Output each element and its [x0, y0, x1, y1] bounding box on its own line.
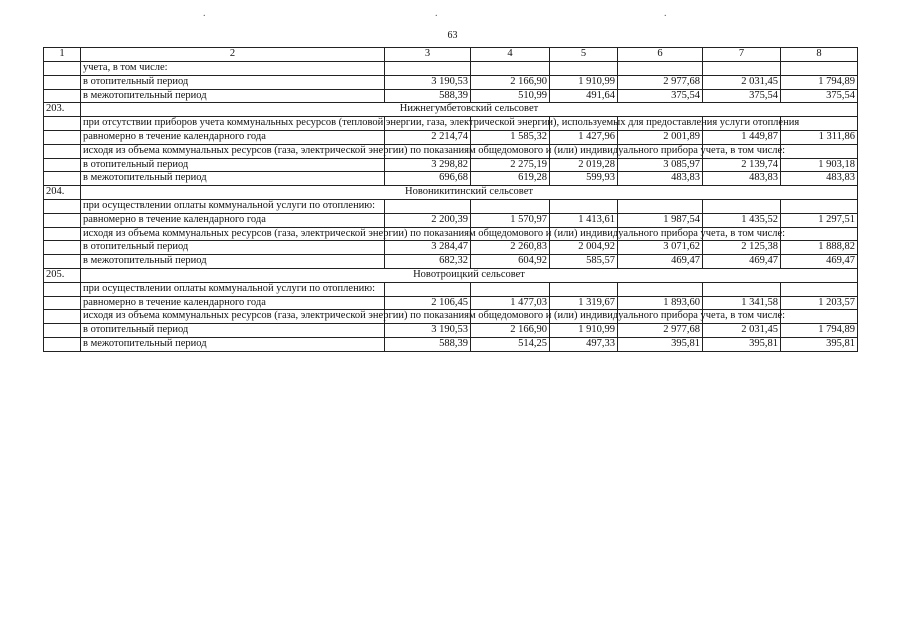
column-header: 7	[703, 48, 781, 62]
row-label: исходя из объема коммунальных ресурсов (газа, электрической энергии) по показаниям общедомового и (или) индивидуального прибора учета, в том числе:	[81, 227, 385, 241]
table-row	[44, 199, 858, 213]
table-row	[44, 62, 858, 76]
value-cell: 2 019,28	[550, 158, 618, 172]
value-cell: 2 139,74	[703, 158, 781, 172]
table-row	[44, 158, 858, 172]
row-label: при осуществлении оплаты коммунальной услуги по отоплению:	[81, 199, 385, 213]
value-cell: 2 031,45	[703, 75, 781, 89]
row-label: при отсутствии приборов учета коммунальных ресурсов (тепловой энергии, газа, электрической энергии), используемых для предоставления услуги отопления	[81, 117, 385, 131]
value-cell	[618, 62, 703, 76]
row-number: 203.	[44, 103, 81, 117]
column-header: 5	[550, 48, 618, 62]
value-cell: 3 071,62	[618, 241, 703, 255]
value-cell: 696,68	[385, 172, 471, 186]
row-number	[44, 62, 81, 76]
value-cell: 395,81	[781, 337, 858, 351]
value-cell: 1 903,18	[781, 158, 858, 172]
row-number	[44, 144, 81, 158]
value-cell: 1 910,99	[550, 75, 618, 89]
row-label: в отопительный период	[81, 324, 385, 338]
row-label: равномерно в течение календарного года	[81, 213, 385, 227]
row-label: в межотопительный период	[81, 337, 385, 351]
column-header: 2	[81, 48, 385, 62]
value-cell	[703, 282, 781, 296]
value-cell: 619,28	[471, 172, 550, 186]
row-label: в межотопительный период	[81, 172, 385, 186]
table-row	[44, 227, 858, 241]
table-row	[44, 255, 858, 269]
value-cell: 2 275,19	[471, 158, 550, 172]
row-number	[44, 227, 81, 241]
value-cell: 1 203,57	[781, 296, 858, 310]
value-cell: 2 004,92	[550, 241, 618, 255]
section-title: Нижнегумбетовский сельсовет	[81, 103, 858, 117]
value-cell: 3 190,53	[385, 324, 471, 338]
value-cell: 588,39	[385, 337, 471, 351]
section-title: Новотроицкий сельсовет	[81, 268, 858, 282]
row-number	[44, 296, 81, 310]
value-cell: 1 585,32	[471, 130, 550, 144]
value-cell: 2 106,45	[385, 296, 471, 310]
section-row	[44, 186, 858, 200]
value-cell: 1 910,99	[550, 324, 618, 338]
value-cell: 682,32	[385, 255, 471, 269]
value-cell: 395,81	[703, 337, 781, 351]
row-label: исходя из объема коммунальных ресурсов (газа, электрической энергии) по показаниям общедомового и (или) индивидуального прибора учета, в том числе:	[81, 144, 385, 158]
value-cell: 514,25	[471, 337, 550, 351]
row-label: в отопительный период	[81, 241, 385, 255]
row-number	[44, 241, 81, 255]
value-cell	[385, 199, 471, 213]
table-row	[44, 213, 858, 227]
value-cell	[385, 282, 471, 296]
value-cell: 491,64	[550, 89, 618, 103]
row-number	[44, 337, 81, 351]
value-cell	[550, 282, 618, 296]
value-cell: 1 427,96	[550, 130, 618, 144]
section-row	[44, 103, 858, 117]
value-cell: 2 001,89	[618, 130, 703, 144]
value-cell	[781, 227, 858, 241]
row-number	[44, 130, 81, 144]
value-cell: 1 449,87	[703, 130, 781, 144]
value-cell: 604,92	[471, 255, 550, 269]
value-cell	[618, 199, 703, 213]
value-cell	[550, 62, 618, 76]
value-cell: 1 413,61	[550, 213, 618, 227]
row-label: в межотопительный период	[81, 89, 385, 103]
value-cell: 469,47	[618, 255, 703, 269]
value-cell: 1 570,97	[471, 213, 550, 227]
value-cell	[550, 199, 618, 213]
value-cell: 2 260,83	[471, 241, 550, 255]
value-cell	[471, 62, 550, 76]
value-cell: 588,39	[385, 89, 471, 103]
value-cell	[781, 62, 858, 76]
table-row	[44, 296, 858, 310]
column-header: 8	[781, 48, 858, 62]
value-cell: 1 794,89	[781, 75, 858, 89]
value-cell	[385, 62, 471, 76]
row-number	[44, 310, 81, 324]
value-cell: 1 311,86	[781, 130, 858, 144]
value-cell	[781, 199, 858, 213]
column-header: 4	[471, 48, 550, 62]
column-header: 6	[618, 48, 703, 62]
tariff-table	[43, 47, 858, 352]
table-row	[44, 172, 858, 186]
value-cell: 1 987,54	[618, 213, 703, 227]
table-row	[44, 89, 858, 103]
value-cell: 2 125,38	[703, 241, 781, 255]
value-cell: 510,99	[471, 89, 550, 103]
row-number	[44, 75, 81, 89]
table-row	[44, 75, 858, 89]
value-cell: 1 893,60	[618, 296, 703, 310]
table-body	[44, 48, 858, 352]
row-number	[44, 255, 81, 269]
row-label: равномерно в течение календарного года	[81, 130, 385, 144]
value-cell: 375,54	[781, 89, 858, 103]
table-row	[44, 282, 858, 296]
scan-dot: .	[664, 8, 667, 19]
row-number	[44, 89, 81, 103]
table-row	[44, 310, 858, 324]
value-cell: 3 085,97	[618, 158, 703, 172]
row-label: при осуществлении оплаты коммунальной услуги по отоплению:	[81, 282, 385, 296]
value-cell: 2 977,68	[618, 324, 703, 338]
value-cell	[781, 282, 858, 296]
table-row	[44, 241, 858, 255]
scan-dot: .	[435, 8, 438, 19]
column-header: 3	[385, 48, 471, 62]
section-title: Новоникитинский сельсовет	[81, 186, 858, 200]
value-cell: 2 031,45	[703, 324, 781, 338]
value-cell: 2 200,39	[385, 213, 471, 227]
row-number: 204.	[44, 186, 81, 200]
value-cell: 3 284,47	[385, 241, 471, 255]
table-row	[44, 117, 858, 131]
table-row	[44, 324, 858, 338]
value-cell	[781, 310, 858, 324]
value-cell: 1 297,51	[781, 213, 858, 227]
row-number	[44, 158, 81, 172]
page-number: 63	[447, 30, 458, 41]
value-cell: 375,54	[703, 89, 781, 103]
row-label: в отопительный период	[81, 158, 385, 172]
value-cell: 1 341,58	[703, 296, 781, 310]
value-cell: 395,81	[618, 337, 703, 351]
value-cell: 3 190,53	[385, 75, 471, 89]
value-cell: 1 319,67	[550, 296, 618, 310]
row-number	[44, 324, 81, 338]
value-cell: 375,54	[618, 89, 703, 103]
table-row	[44, 130, 858, 144]
value-cell: 585,57	[550, 255, 618, 269]
row-label: в межотопительный период	[81, 255, 385, 269]
value-cell	[471, 282, 550, 296]
value-cell: 2 214,74	[385, 130, 471, 144]
value-cell: 469,47	[781, 255, 858, 269]
row-number	[44, 213, 81, 227]
row-number	[44, 117, 81, 131]
value-cell	[781, 144, 858, 158]
value-cell	[618, 282, 703, 296]
value-cell: 3 298,82	[385, 158, 471, 172]
value-cell: 1 794,89	[781, 324, 858, 338]
value-cell	[471, 199, 550, 213]
value-cell: 483,83	[781, 172, 858, 186]
value-cell: 1 888,82	[781, 241, 858, 255]
table-row	[44, 337, 858, 351]
value-cell: 599,93	[550, 172, 618, 186]
section-row	[44, 268, 858, 282]
row-number	[44, 199, 81, 213]
value-cell: 2 166,90	[471, 324, 550, 338]
value-cell: 497,33	[550, 337, 618, 351]
value-cell	[703, 199, 781, 213]
value-cell: 1 477,03	[471, 296, 550, 310]
row-number	[44, 282, 81, 296]
value-cell: 2 977,68	[618, 75, 703, 89]
row-label: равномерно в течение календарного года	[81, 296, 385, 310]
value-cell: 469,47	[703, 255, 781, 269]
row-label: исходя из объема коммунальных ресурсов (газа, электрической энергии) по показаниям общедомового и (или) индивидуального прибора учета, в том числе:	[81, 310, 385, 324]
scan-dot: .	[203, 8, 206, 19]
row-label: учета, в том числе:	[81, 62, 385, 76]
column-header: 1	[44, 48, 81, 62]
value-cell: 1 435,52	[703, 213, 781, 227]
value-cell: 483,83	[618, 172, 703, 186]
row-number: 205.	[44, 268, 81, 282]
header-row	[44, 48, 858, 62]
value-cell: 483,83	[703, 172, 781, 186]
row-label: в отопительный период	[81, 75, 385, 89]
table-row	[44, 144, 858, 158]
row-number	[44, 172, 81, 186]
value-cell: 2 166,90	[471, 75, 550, 89]
value-cell	[703, 62, 781, 76]
